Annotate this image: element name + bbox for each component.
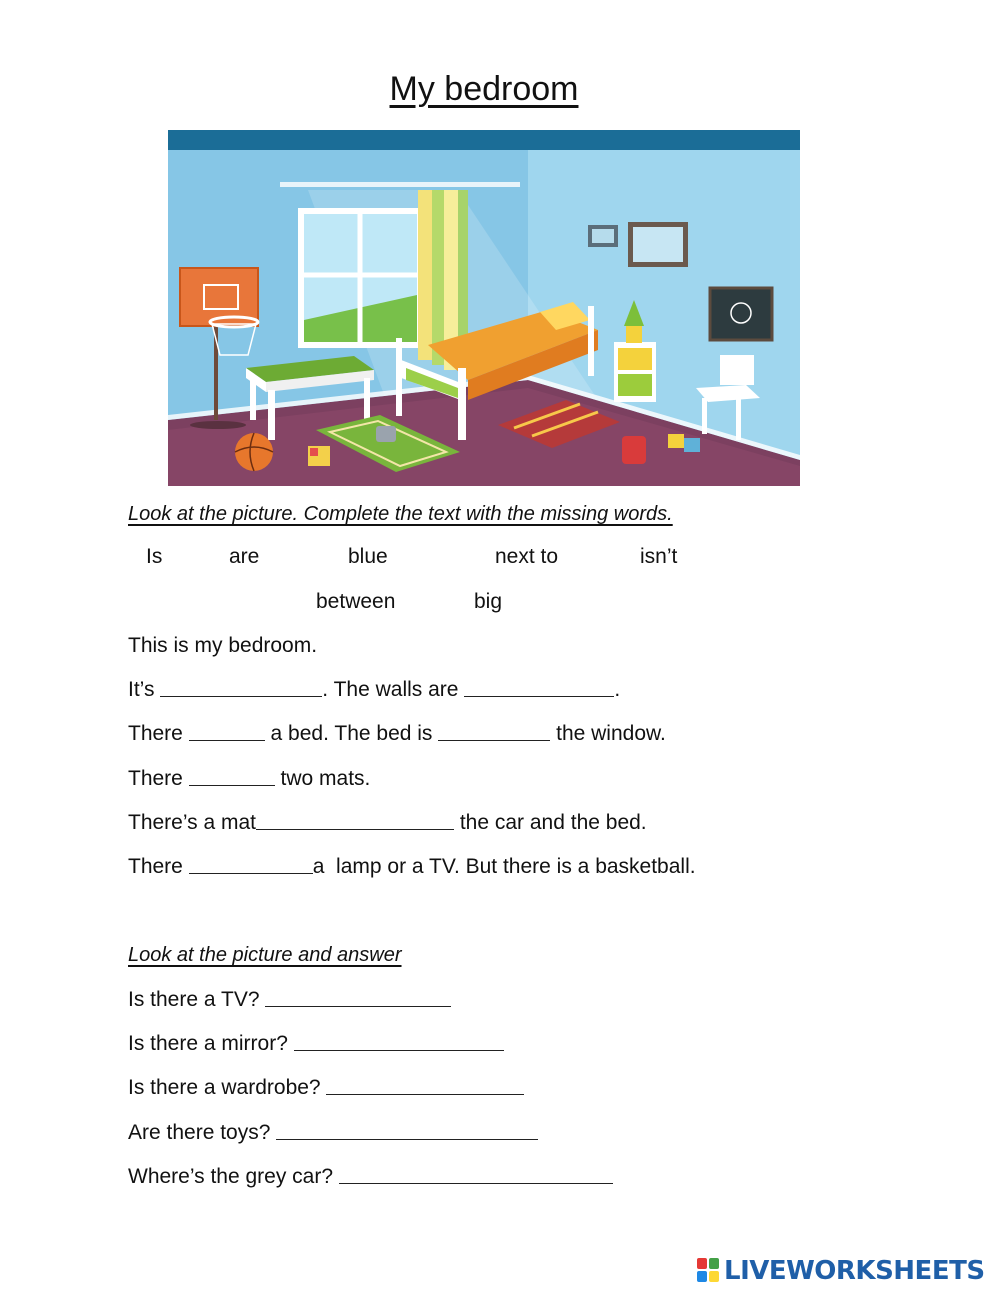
question-4 <box>128 1121 538 1145</box>
answer-blank[interactable] <box>326 1093 524 1095</box>
question-2 <box>128 1032 504 1056</box>
word-bank-item: are <box>229 545 260 568</box>
word-bank-item: between <box>316 590 396 613</box>
sentence-text: There <box>128 767 189 790</box>
sentence-text: a lamp or a TV. But there is a basketball. <box>312 855 696 878</box>
question-5 <box>128 1165 613 1189</box>
sentence-text: the car and the bed. <box>454 811 647 834</box>
sentence-text: There <box>128 722 189 745</box>
word-bank-item: next to <box>495 545 559 568</box>
sentence-text: two mats. <box>274 767 371 790</box>
answer-blank[interactable] <box>276 1138 538 1140</box>
answer-blank[interactable] <box>189 872 313 874</box>
sentence-text: . <box>614 678 621 701</box>
question-text: Are there toys? <box>128 1121 277 1144</box>
intro-sentence: This is my bedroom. <box>128 634 318 657</box>
page-title: My bedroom <box>389 70 579 108</box>
answer-blank[interactable] <box>160 695 322 697</box>
sentence-3 <box>128 767 370 791</box>
sentence-text: . The walls are <box>322 678 465 701</box>
sentence-text: a bed. The bed is <box>264 722 439 745</box>
sentence-5 <box>128 855 696 879</box>
sentence-text: the window. <box>550 722 666 745</box>
liveworksheets-logo-icon <box>697 1258 721 1284</box>
question-text: Is there a wardrobe? <box>128 1076 327 1099</box>
sentence-1 <box>128 678 620 702</box>
answer-blank[interactable] <box>189 784 275 786</box>
answer-blank[interactable] <box>265 1005 451 1007</box>
answer-blank[interactable] <box>438 739 550 741</box>
word-bank-item: blue <box>348 545 388 568</box>
sentence-2 <box>128 722 666 746</box>
sentence-text: There’s a mat <box>128 811 256 834</box>
word-bank-item: big <box>474 590 503 613</box>
exercise1-instruction: Look at the picture. Complete the text with the missing words. <box>128 503 673 525</box>
answer-blank[interactable] <box>339 1182 613 1184</box>
sentence-text: There <box>128 855 189 878</box>
word-bank-item: Is <box>146 545 163 568</box>
answer-blank[interactable] <box>464 695 614 697</box>
liveworksheets-logo[interactable] <box>697 1256 985 1286</box>
sentence-4 <box>128 811 647 835</box>
word-bank-item: isn’t <box>640 545 678 568</box>
question-text: Where’s the grey car? <box>128 1165 339 1188</box>
question-3 <box>128 1076 524 1100</box>
question-1 <box>128 988 451 1012</box>
question-text: Is there a mirror? <box>128 1032 294 1055</box>
answer-blank[interactable] <box>189 739 265 741</box>
sentence-text: It’s <box>128 678 161 701</box>
answer-blank[interactable] <box>256 828 454 830</box>
answer-blank[interactable] <box>294 1049 504 1051</box>
brand-name: LIVEWORKSHEETS <box>724 1256 985 1286</box>
exercise2-instruction: Look at the picture and answer <box>128 944 402 966</box>
bedroom-illustration <box>168 130 800 486</box>
question-text: Is there a TV? <box>128 988 266 1011</box>
